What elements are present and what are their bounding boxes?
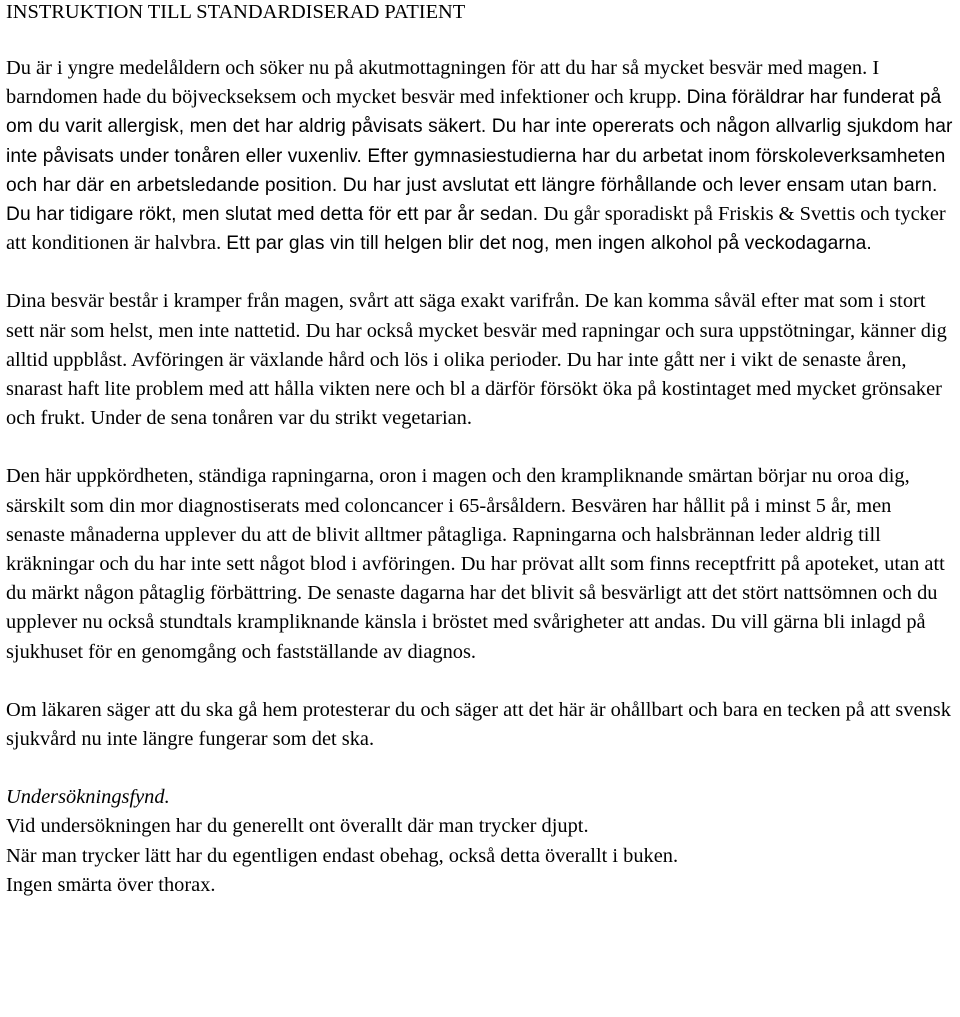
document-page (6, 0, 954, 900)
findings-heading: Undersökningsfynd. (6, 786, 170, 809)
background-text-4: Ett par glas vin till helgen blir det nog, men ingen alkohol på veckodagarna. (226, 233, 872, 255)
doctor-response-text: Om läkaren säger att du ska gå hem protesterar du och säger att det här är ohållbart och bara en tecken på att svensk sjukvård nu inte längre fungerar som det ska. (6, 698, 951, 751)
background-paragraph (6, 54, 954, 258)
background-text-3: Du går sporadiskt på Friskis & Svettis och tycker att konditionen är halvbra. (6, 203, 946, 255)
concerns-paragraph (6, 462, 954, 666)
findings-line: Vid undersökningen har du generellt ont överallt där man trycker djupt. (6, 815, 589, 838)
symptoms-text: Dina besvär består i kramper från magen, svårt att säga exakt varifrån. De kan komma såväl efter mat som i stort sett när som helst, men inte nattetid. Du har också mycket besvär med rapningar och sura uppstötningar, känner dig alltid uppblåst. Avföringen är växlande hård och lös i olika perioder. Du har inte gått ner i vikt de senaste åren, snarast haft lite problem med att hålla vikten nere och bl a därför försökt öka på kostintaget med mycket grönsaker och frukt. Under de sena tonåren var du strikt vegetarian. (6, 290, 947, 430)
findings-line: När man trycker lätt har du egentligen endast obehag, också detta överallt i buken. (6, 844, 679, 867)
findings-line: Ingen smärta över thorax. (6, 873, 216, 896)
background-text-2: Dina föräldrar har funderat på om du varit allergisk, men det har aldrig påvisats säkert. Du har inte opererats och någon allvarlig sjukdom har inte påvisats under tonåren eller vuxenliv. Efter gymnasiestudierna har du arbetat inom förskoleverksamheten och har där en arbetsledande position. Du har just avslutat ett längre förhållande och lever ensam utan barn. Du har tidigare rökt, men slutat med detta för ett par år sedan. (6, 87, 953, 226)
document-title: INSTRUKTION TILL STANDARDISERAD PATIENT (6, 1, 466, 23)
symptoms-paragraph (6, 287, 954, 433)
concerns-text: Den här uppkördheten, ständiga rapningarna, oron i magen och den krampliknande smärtan börjar nu oroa dig, särskilt som din mor diagnostiserats med coloncancer i 65-årsåldern. Besvären har hållit på i minst 5 år, men senaste månaderna upplever du att de blivit alltmer påtagliga. Rapningarna och halsbrännan leder aldrig till kräkningar och du har inte sett något blod i avföringen. Du har prövat allt som finns receptfritt på apoteket, utan att du märkt någon påtaglig förbättring. De senaste dagarna har det blivit så besvärligt att det stört nattsömnen och du upplever nu också stundtals krampliknande känsla i bröstet med svårigheter att andas. Du vill gärna bli inlagd på sjukhuset för en genomgång och fastställande av diagnos. (6, 465, 945, 663)
background-text-1: Du är i yngre medelåldern och söker nu på akutmottagningen för att du har så mycket besvär med magen. I barndomen hade du böjveckseksem och mycket besvär med infektioner och krupp. (6, 57, 880, 109)
examination-findings (6, 783, 954, 900)
doctor-response-paragraph (6, 696, 954, 754)
